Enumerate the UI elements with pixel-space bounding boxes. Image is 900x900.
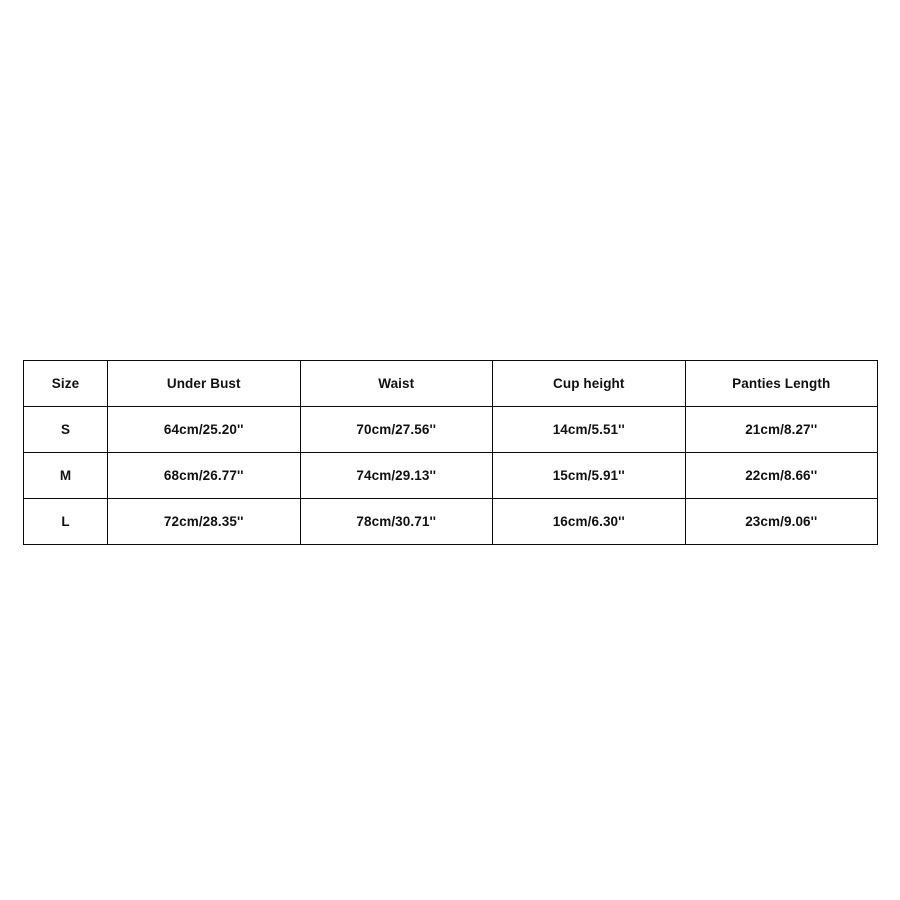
table-header bbox=[24, 361, 878, 407]
cell-cup-height: 16cm/6.30'' bbox=[493, 499, 686, 545]
table-row bbox=[24, 407, 878, 453]
table-header-row bbox=[24, 361, 878, 407]
table-row bbox=[24, 453, 878, 499]
size-chart-container bbox=[23, 360, 877, 545]
table-row bbox=[24, 499, 878, 545]
column-header-cup-height: Cup height bbox=[493, 361, 686, 407]
cell-panties-length: 21cm/8.27'' bbox=[685, 407, 878, 453]
column-header-size: Size bbox=[24, 361, 108, 407]
cell-under-bust: 72cm/28.35'' bbox=[108, 499, 301, 545]
column-header-under-bust: Under Bust bbox=[108, 361, 301, 407]
cell-size: M bbox=[24, 453, 108, 499]
table-body bbox=[24, 407, 878, 545]
cell-under-bust: 64cm/25.20'' bbox=[108, 407, 301, 453]
cell-cup-height: 15cm/5.91'' bbox=[493, 453, 686, 499]
cell-waist: 70cm/27.56'' bbox=[300, 407, 493, 453]
column-header-waist: Waist bbox=[300, 361, 493, 407]
cell-under-bust: 68cm/26.77'' bbox=[108, 453, 301, 499]
size-chart-table bbox=[23, 360, 878, 545]
cell-size: L bbox=[24, 499, 108, 545]
cell-cup-height: 14cm/5.51'' bbox=[493, 407, 686, 453]
cell-waist: 74cm/29.13'' bbox=[300, 453, 493, 499]
cell-waist: 78cm/30.71'' bbox=[300, 499, 493, 545]
cell-panties-length: 23cm/9.06'' bbox=[685, 499, 878, 545]
cell-panties-length: 22cm/8.66'' bbox=[685, 453, 878, 499]
column-header-panties-length: Panties Length bbox=[685, 361, 878, 407]
cell-size: S bbox=[24, 407, 108, 453]
